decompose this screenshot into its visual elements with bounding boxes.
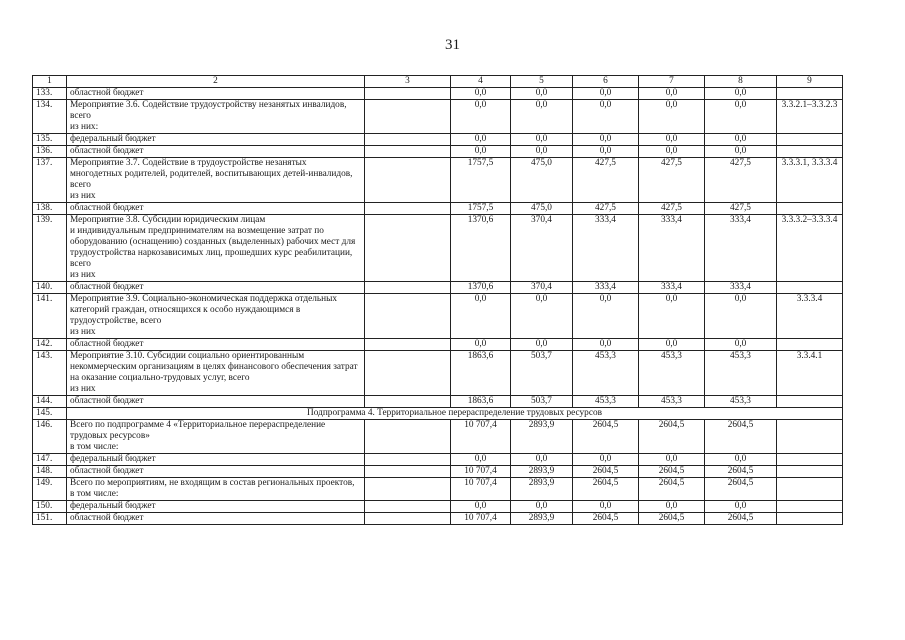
table-body <box>33 76 843 525</box>
cell-col3 <box>365 513 451 525</box>
cell-col8: 0,0 <box>705 134 777 146</box>
cell-col7: 0,0 <box>639 501 705 513</box>
cell-col3 <box>365 478 451 501</box>
cell-col7: 453,3 <box>639 396 705 408</box>
cell-col6: 2604,5 <box>573 420 639 454</box>
row-number: 141. <box>33 294 67 339</box>
cell-total: 10 707,4 <box>451 478 511 501</box>
cell-col7: 0,0 <box>639 339 705 351</box>
cell-col7: 2604,5 <box>639 513 705 525</box>
cell-col7: 0,0 <box>639 134 705 146</box>
header-cell: 8 <box>705 76 777 88</box>
cell-indicator: 3.3.2.1–3.3.2.3 <box>777 100 843 134</box>
cell-col5: 503,7 <box>511 396 573 408</box>
row-description: областной бюджет <box>67 396 365 408</box>
row-description: областной бюджет <box>67 282 365 294</box>
cell-indicator <box>777 339 843 351</box>
cell-col7: 453,3 <box>639 351 705 396</box>
cell-col8: 0,0 <box>705 88 777 100</box>
row-description: областной бюджет <box>67 203 365 215</box>
table-row <box>33 134 843 146</box>
row-number: 134. <box>33 100 67 134</box>
header-cell: 9 <box>777 76 843 88</box>
cell-col8: 427,5 <box>705 203 777 215</box>
cell-col6: 453,3 <box>573 396 639 408</box>
cell-indicator <box>777 513 843 525</box>
cell-col7: 2604,5 <box>639 466 705 478</box>
cell-col3 <box>365 203 451 215</box>
row-description: областной бюджет <box>67 88 365 100</box>
row-description: Мероприятие 3.6. Содействие трудоустройству незанятых инвалидов, всего из них: <box>67 100 365 134</box>
cell-total: 1370,6 <box>451 215 511 282</box>
cell-col8: 0,0 <box>705 454 777 466</box>
cell-col5: 0,0 <box>511 339 573 351</box>
cell-col5: 503,7 <box>511 351 573 396</box>
table-row <box>33 351 843 396</box>
cell-col6: 333,4 <box>573 215 639 282</box>
cell-col6: 0,0 <box>573 339 639 351</box>
row-description: Всего по подпрограмме 4 «Территориальное перераспределение трудовых ресурсов» в том числе: <box>67 420 365 454</box>
header-cell: 7 <box>639 76 705 88</box>
cell-col6: 0,0 <box>573 146 639 158</box>
cell-indicator <box>777 466 843 478</box>
table-row <box>33 158 843 203</box>
row-description: Мероприятие 3.9. Социально-экономическая поддержка отдельных категорий граждан, относящихся к особо нуждающимся в трудоустройстве, всего из них <box>67 294 365 339</box>
cell-col5: 2893,9 <box>511 478 573 501</box>
table-row <box>33 501 843 513</box>
row-number: 144. <box>33 396 67 408</box>
cell-col7: 0,0 <box>639 294 705 339</box>
cell-col8: 2604,5 <box>705 478 777 501</box>
table-row <box>33 100 843 134</box>
cell-col6: 0,0 <box>573 134 639 146</box>
cell-col8: 333,4 <box>705 215 777 282</box>
cell-col5: 0,0 <box>511 501 573 513</box>
row-description: федеральный бюджет <box>67 501 365 513</box>
cell-col7: 0,0 <box>639 454 705 466</box>
cell-total: 0,0 <box>451 339 511 351</box>
cell-col3 <box>365 146 451 158</box>
table-row <box>33 478 843 501</box>
cell-col3 <box>365 294 451 339</box>
row-number: 133. <box>33 88 67 100</box>
cell-col8: 0,0 <box>705 339 777 351</box>
cell-col7: 0,0 <box>639 146 705 158</box>
cell-indicator <box>777 146 843 158</box>
cell-col3 <box>365 134 451 146</box>
cell-col7: 2604,5 <box>639 420 705 454</box>
row-number: 149. <box>33 478 67 501</box>
page-number: 31 <box>445 37 460 53</box>
cell-indicator <box>777 396 843 408</box>
row-description: Мероприятие 3.8. Субсидии юридическим лицам и индивидуальным предпринимателям на возмещение затрат по оборудованию (оснащению) созданных (выделенных) рабочих мест для трудоустройства наркозависимых лиц, прошедших курс реабилитации, всего из них <box>67 215 365 282</box>
cell-col3 <box>365 396 451 408</box>
cell-col8: 333,4 <box>705 282 777 294</box>
cell-indicator: 3.3.3.4 <box>777 294 843 339</box>
cell-col5: 2893,9 <box>511 466 573 478</box>
cell-col5: 2893,9 <box>511 420 573 454</box>
row-description: областной бюджет <box>67 339 365 351</box>
row-number: 143. <box>33 351 67 396</box>
cell-total: 10 707,4 <box>451 513 511 525</box>
cell-col5: 2893,9 <box>511 513 573 525</box>
cell-total: 0,0 <box>451 146 511 158</box>
header-cell: 1 <box>33 76 67 88</box>
header-cell: 2 <box>67 76 365 88</box>
cell-col6: 2604,5 <box>573 466 639 478</box>
cell-col8: 453,3 <box>705 396 777 408</box>
cell-col3 <box>365 88 451 100</box>
cell-col6: 427,5 <box>573 158 639 203</box>
cell-col5: 475,0 <box>511 203 573 215</box>
cell-col3 <box>365 282 451 294</box>
cell-total: 0,0 <box>451 88 511 100</box>
table-row <box>33 215 843 282</box>
row-number: 137. <box>33 158 67 203</box>
table-row <box>33 203 843 215</box>
table-row <box>33 466 843 478</box>
cell-col5: 0,0 <box>511 294 573 339</box>
row-number: 150. <box>33 501 67 513</box>
cell-col3 <box>365 351 451 396</box>
row-number: 138. <box>33 203 67 215</box>
table-row <box>33 146 843 158</box>
cell-col8: 0,0 <box>705 501 777 513</box>
cell-col3 <box>365 420 451 454</box>
cell-col7: 0,0 <box>639 88 705 100</box>
budget-table <box>32 75 843 525</box>
row-number: 147. <box>33 454 67 466</box>
cell-indicator <box>777 88 843 100</box>
cell-col6: 453,3 <box>573 351 639 396</box>
cell-col7: 333,4 <box>639 215 705 282</box>
cell-col6: 2604,5 <box>573 513 639 525</box>
row-description: федеральный бюджет <box>67 454 365 466</box>
cell-col5: 0,0 <box>511 100 573 134</box>
cell-col8: 2604,5 <box>705 420 777 454</box>
cell-total: 0,0 <box>451 294 511 339</box>
cell-col5: 0,0 <box>511 88 573 100</box>
cell-col5: 370,4 <box>511 215 573 282</box>
table-row <box>33 294 843 339</box>
cell-col7: 2604,5 <box>639 478 705 501</box>
cell-col8: 2604,5 <box>705 513 777 525</box>
cell-indicator: 3.3.3.2–3.3.3.4 <box>777 215 843 282</box>
table-row <box>33 88 843 100</box>
cell-col8: 2604,5 <box>705 466 777 478</box>
row-number: 142. <box>33 339 67 351</box>
cell-total: 0,0 <box>451 501 511 513</box>
cell-col8: 0,0 <box>705 146 777 158</box>
row-description: Мероприятие 3.10. Субсидии социально ориентированным некоммерческим организациям в целях финансового обеспечения затрат на оказание социально-трудовых услуг, всего из них <box>67 351 365 396</box>
cell-total: 10 707,4 <box>451 420 511 454</box>
subprogram-heading: Подпрограмма 4. Территориальное перераспределение трудовых ресурсов <box>67 408 843 420</box>
header-cell: 3 <box>365 76 451 88</box>
cell-col5: 0,0 <box>511 454 573 466</box>
header-cell: 4 <box>451 76 511 88</box>
cell-total: 0,0 <box>451 454 511 466</box>
cell-col3 <box>365 158 451 203</box>
cell-total: 0,0 <box>451 100 511 134</box>
cell-indicator: 3.3.3.1, 3.3.3.4 <box>777 158 843 203</box>
cell-indicator: 3.3.4.1 <box>777 351 843 396</box>
cell-indicator <box>777 420 843 454</box>
cell-col6: 0,0 <box>573 100 639 134</box>
cell-total: 1757,5 <box>451 203 511 215</box>
cell-total: 1757,5 <box>451 158 511 203</box>
row-description: областной бюджет <box>67 466 365 478</box>
cell-col3 <box>365 501 451 513</box>
row-description: федеральный бюджет <box>67 134 365 146</box>
row-description: областной бюджет <box>67 513 365 525</box>
row-number: 139. <box>33 215 67 282</box>
cell-indicator <box>777 501 843 513</box>
table-row <box>33 396 843 408</box>
cell-col6: 2604,5 <box>573 478 639 501</box>
cell-col5: 0,0 <box>511 146 573 158</box>
row-description: Мероприятие 3.7. Содействие в трудоустройстве незанятых многодетных родителей, родителей, воспитывающих детей-инвалидов, всего из них <box>67 158 365 203</box>
cell-col5: 0,0 <box>511 134 573 146</box>
cell-col3 <box>365 466 451 478</box>
cell-col7: 333,4 <box>639 282 705 294</box>
row-number: 136. <box>33 146 67 158</box>
header-row <box>33 76 843 88</box>
cell-total: 10 707,4 <box>451 466 511 478</box>
cell-col6: 0,0 <box>573 454 639 466</box>
row-number: 145. <box>33 408 67 420</box>
row-number: 148. <box>33 466 67 478</box>
cell-total: 0,0 <box>451 134 511 146</box>
cell-col6: 0,0 <box>573 294 639 339</box>
cell-col6: 0,0 <box>573 501 639 513</box>
row-number: 135. <box>33 134 67 146</box>
cell-col6: 0,0 <box>573 88 639 100</box>
cell-col3 <box>365 454 451 466</box>
cell-total: 1863,6 <box>451 396 511 408</box>
table-row <box>33 339 843 351</box>
cell-col8: 0,0 <box>705 294 777 339</box>
subheader-row <box>33 408 843 420</box>
cell-col8: 0,0 <box>705 100 777 134</box>
cell-col6: 333,4 <box>573 282 639 294</box>
table-row <box>33 282 843 294</box>
row-description: Всего по мероприятиям, не входящим в состав региональных проектов, в том числе: <box>67 478 365 501</box>
cell-col5: 370,4 <box>511 282 573 294</box>
cell-indicator <box>777 203 843 215</box>
cell-total: 1370,6 <box>451 282 511 294</box>
row-number: 146. <box>33 420 67 454</box>
row-number: 140. <box>33 282 67 294</box>
cell-col5: 475,0 <box>511 158 573 203</box>
cell-col3 <box>365 339 451 351</box>
cell-col8: 453,3 <box>705 351 777 396</box>
cell-indicator <box>777 134 843 146</box>
cell-col3 <box>365 100 451 134</box>
cell-col7: 0,0 <box>639 100 705 134</box>
cell-indicator <box>777 282 843 294</box>
cell-col7: 427,5 <box>639 158 705 203</box>
cell-col8: 427,5 <box>705 158 777 203</box>
table-row <box>33 513 843 525</box>
row-description: областной бюджет <box>67 146 365 158</box>
header-cell: 5 <box>511 76 573 88</box>
cell-indicator <box>777 454 843 466</box>
table-row <box>33 454 843 466</box>
header-cell: 6 <box>573 76 639 88</box>
row-number: 151. <box>33 513 67 525</box>
cell-col7: 427,5 <box>639 203 705 215</box>
table-row <box>33 420 843 454</box>
cell-total: 1863,6 <box>451 351 511 396</box>
cell-col6: 427,5 <box>573 203 639 215</box>
cell-indicator <box>777 478 843 501</box>
cell-col3 <box>365 215 451 282</box>
